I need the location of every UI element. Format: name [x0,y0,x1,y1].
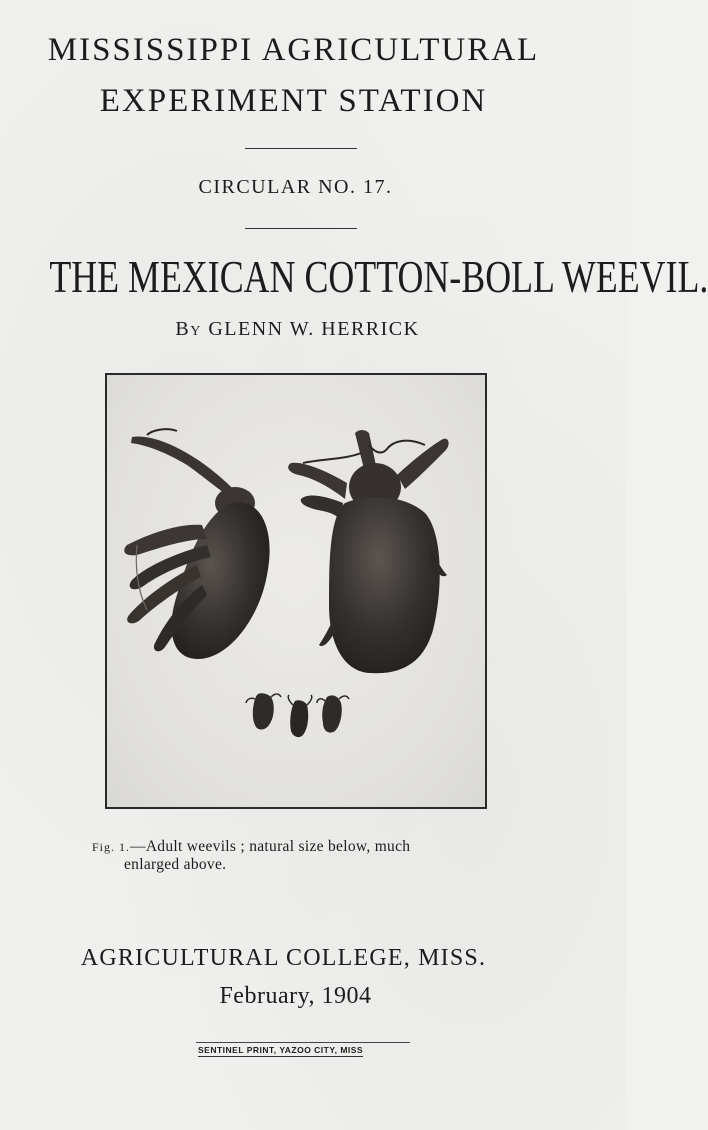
byline-prefix-y: Y [190,324,202,339]
station-name-line1: MISSISSIPPI AGRICULTURAL [47,32,540,68]
divider-rule-bottom [245,228,357,229]
caption-line1 [92,838,522,856]
publication-date: February, 1904 [219,983,372,1009]
caption-figure-label: Fig. 1. [92,840,131,854]
author-name: GLENN W. HERRICK [208,318,420,340]
weevil-top-view [288,430,448,673]
printer-imprint: SENTINEL PRINT, YAZOO CITY, MISS [198,1045,364,1055]
document-title: THE MEXICAN COTTON-BOLL WEEVIL. [49,251,708,302]
weevils-natural-size [246,693,349,737]
caption-text-line2: enlarged above. [124,856,227,873]
figure-caption [92,838,522,873]
station-name-line2: EXPERIMENT STATION [99,83,488,119]
caption-text-line1: —Adult weevils ; natural size below, much [130,838,411,855]
divider-rule-top [245,148,357,149]
weevil-illustration [107,375,485,807]
author-byline [0,318,611,341]
publisher-location: AGRICULTURAL COLLEGE, MISS. [80,945,487,971]
weevil-side-view [124,429,269,659]
printer-rule [196,1042,410,1043]
byline-prefix-b: B [175,318,191,340]
circular-number: CIRCULAR NO. 17. [198,176,393,198]
weevil-photograph [105,373,487,809]
